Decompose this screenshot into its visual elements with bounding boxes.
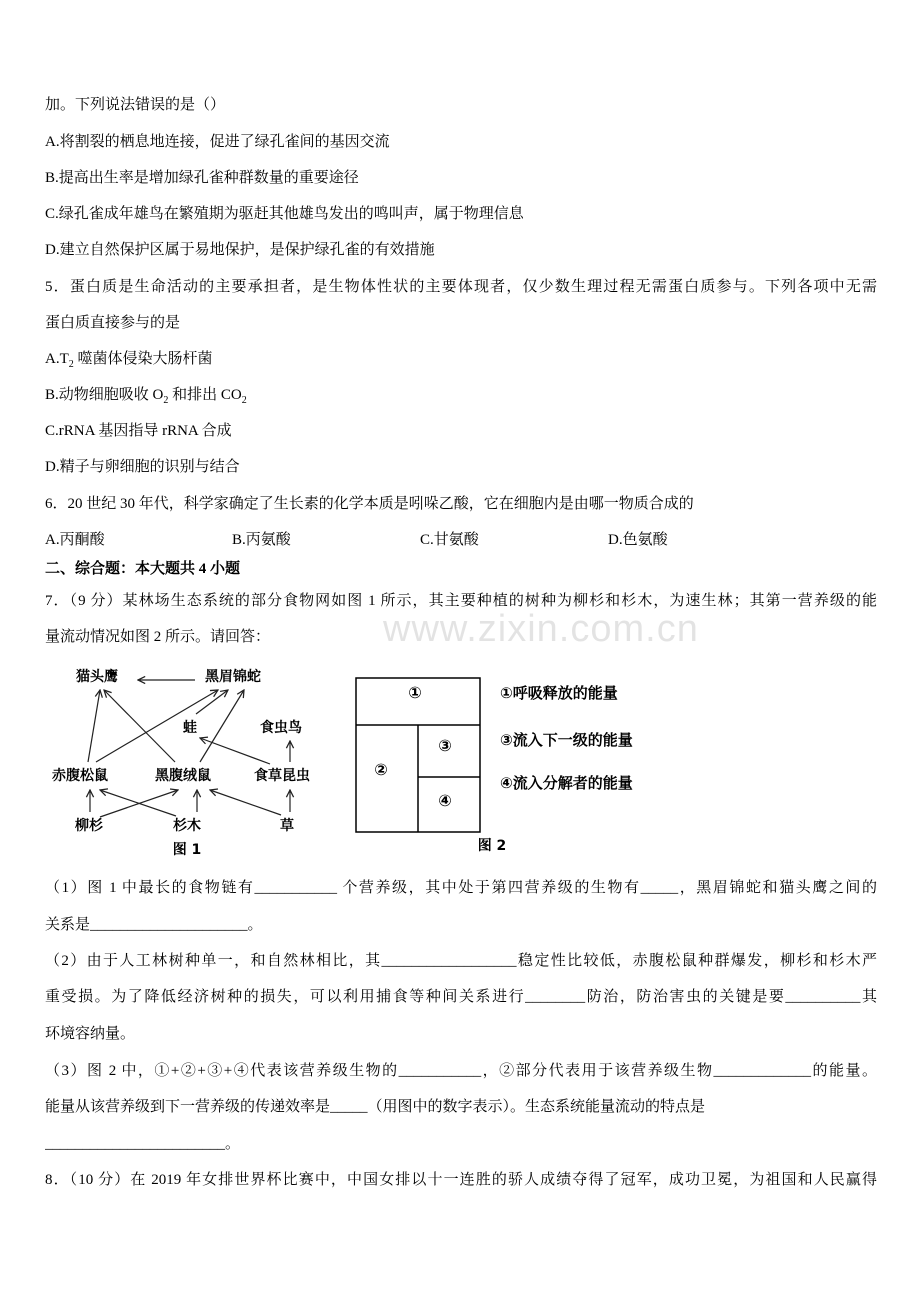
figure-1-food-web [40,655,330,860]
node-liushan: 柳杉 [75,818,103,834]
box-label-4: ④ [438,791,452,810]
q6-option-d: D.色氨酸 [608,532,668,548]
q7-sub2-line-1: （2）由于人工林树种单一，和自然林相比，其__________________稳定性比较低，赤腹松鼠种群爆发，柳杉和杉木严 [45,953,877,969]
q6-option-c: C.甘氨酸 [420,532,479,548]
q5-stem-line-2: 蛋白质直接参与的是 [45,315,181,331]
q5-option-d: D.精子与卵细胞的识别与结合 [45,459,240,475]
section-heading: 二、综合题：本大题共 4 小题 [45,561,241,577]
node-owl: 猫头鹰 [76,669,118,685]
subscript: 2 [241,395,247,406]
q5-option-b-mid: 和排出 CO [168,387,242,403]
arrow-grass-to-black-bellied-vole [210,790,281,815]
q4-stem-tail: 加。下列说法错误的是（） [45,97,226,113]
arrow-shanmu-to-red-bellied-squirrel [100,790,176,816]
q4-option-a: A.将割裂的栖息地连接，促进了绿孔雀间的基因交流 [45,134,390,150]
node-herbivorous-insect: 食草昆虫 [254,768,310,784]
subscript: 2 [163,395,169,406]
node-black-bellied-vole: 黑腹绒鼠 [155,768,211,784]
q7-sub3-line-2: 能量从该营养级到下一营养级的传递效率是_____（用图中的数字表示）。生态系统能量流动的特点是 [45,1099,706,1115]
node-shanmu: 杉木 [173,818,201,834]
q5-option-b-pre: B.动物细胞吸收 O [45,387,164,403]
node-frog: 蛙 [183,720,197,736]
box-label-2: ② [374,760,388,779]
q6-option-a: A.丙酮酸 [45,532,105,548]
q5-stem-line-1: 5．蛋白质是生命活动的主要承担者，是生物体性状的主要体现者，仅少数生理过程无需蛋白质参与。下列各项中无需 [45,279,877,295]
q5-option-a-pre: A.T [45,351,69,367]
q6-stem: 6．20 世纪 30 年代，科学家确定了生长素的化学本质是吲哚乙酸，它在细胞内是由哪一物质合成的 [45,496,694,512]
arrow-herbivorous-insect-to-frog [200,738,270,764]
box-label-3: ③ [438,736,452,755]
q7-sub3-line-1: （3）图 2 中，①+②+③+④代表该营养级生物的___________，②部分代表用于该营养级生物_____________的能量。 [45,1063,877,1079]
figure-2-energy-flow [340,655,680,860]
q7-sub3-line-3: ________________________。 [45,1136,241,1152]
q6-option-b: B.丙氨酸 [232,532,291,548]
q6-options [45,525,877,555]
node-insect-eating-bird: 食虫鸟 [260,720,302,736]
q5-option-a-post: 噬菌体侵染大肠杆菌 [73,351,213,367]
legend-item-next-level: ③流入下一级的能量 [500,731,633,749]
q7-sub1-line-1: （1）图 1 中最长的食物链有___________ 个营养级，其中处于第四营养级的生物有_____，黑眉锦蛇和猫头鹰之间的 [45,880,877,896]
figure-2-caption: 图 2 [477,838,507,854]
node-grass: 草 [280,818,294,834]
q7-stem-line-2: 量流动情况如图 2 所示。请回答： [45,629,271,645]
box-label-1: ① [408,683,422,702]
legend-item-decomposers: ④流入分解者的能量 [500,774,633,792]
arrow-black-bellied-vole-to-snake [200,690,244,762]
q5-option-c: C.rRNA 基因指导 rRNA 合成 [45,423,232,439]
q8-stem-line-1: 8．（10 分）在 2019 年女排世界杯比赛中，中国女排以十一连胜的骄人成绩夺得了冠军，成功卫冕，为祖国和人民赢得 [45,1172,877,1188]
q5-option-b [45,380,877,410]
watermark: www.zixin.com.cn [383,608,699,650]
subscript: 2 [68,359,74,370]
legend-item-respiration: ①呼吸释放的能量 [500,684,618,702]
node-snake: 黑眉锦蛇 [205,669,261,685]
q5-option-a [45,344,877,374]
q4-option-b: B.提高出生率是增加绿孔雀种群数量的重要途径 [45,170,359,186]
q4-option-c: C.绿孔雀成年雄鸟在繁殖期为驱赶其他雄鸟发出的鸣叫声，属于物理信息 [45,206,524,222]
q4-option-d: D.建立自然保护区属于易地保护，是保护绿孔雀的有效措施 [45,242,435,258]
arrow-red-bellied-squirrel-to-owl [88,690,100,762]
node-red-bellied-squirrel: 赤腹松鼠 [52,768,108,784]
q7-sub2-line-2: 重受损。为了降低经济树种的损失，可以利用捕食等种间关系进行________防治，防治害虫的关键是要__________其 [45,989,877,1005]
q7-sub2-line-3: 环境容纳量。 [45,1026,136,1042]
q7-stem-line-1: 7．（9 分）某林场生态系统的部分食物网如图 1 所示，其主要种植的树种为柳杉和杉木，为速生林；其第一营养级的能 [45,593,877,609]
food-web-arrows [88,680,290,817]
q7-sub1-line-2: 关系是_____________________。 [45,917,263,933]
figure-1-caption: 图 1 [172,842,202,858]
